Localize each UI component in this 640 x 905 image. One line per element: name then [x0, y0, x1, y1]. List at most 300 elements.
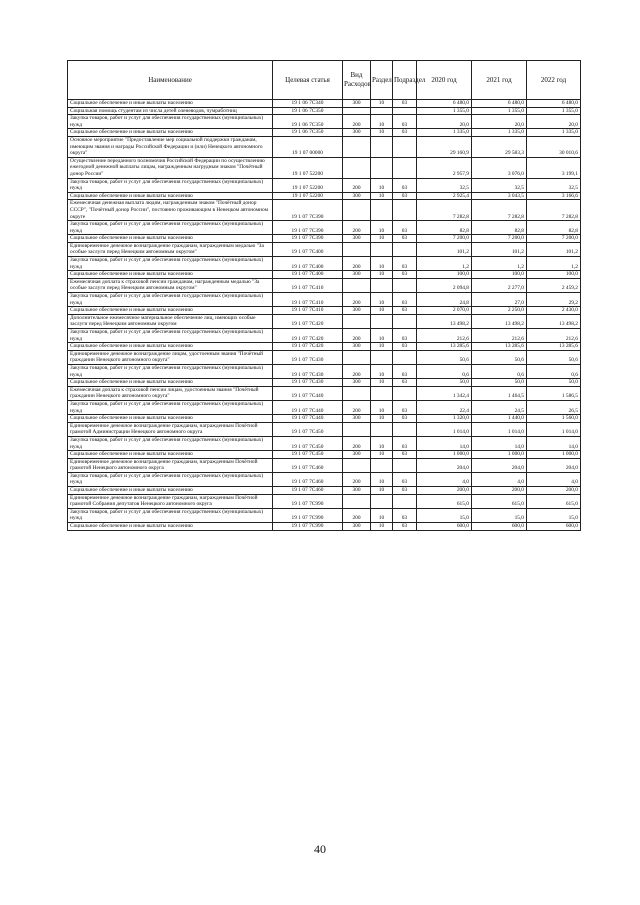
row-expense-type: 300	[343, 415, 371, 423]
table-row	[68, 523, 581, 531]
row-subsection: 03	[393, 192, 417, 200]
row-value-2022: 50,6	[527, 350, 581, 364]
row-section: 10	[371, 329, 393, 343]
row-target-article: 19 1 07 7С430	[273, 379, 343, 387]
row-subsection: 03	[393, 343, 417, 351]
row-subsection: 03	[393, 415, 417, 423]
row-expense-type: 300	[343, 271, 371, 279]
row-subsection	[393, 494, 417, 508]
row-name: Единовременное денежное вознаграждение гражданам, награжденным Почётной грамотой Собрания депутатов Ненецкого автономного округа	[68, 494, 273, 508]
row-target-article: 19 1 07 52200	[273, 178, 343, 192]
row-name: Закупка товаров, работ и услуг для обеспечения государственных (муниципальных) нужд	[68, 436, 273, 450]
row-section	[371, 494, 393, 508]
row-value-2020: 2 957,9	[417, 157, 472, 178]
row-expense-type: 200	[343, 508, 371, 522]
row-section	[371, 107, 393, 115]
row-subsection: 03	[393, 100, 417, 108]
table-row	[68, 379, 581, 387]
row-name: Закупка товаров, работ и услуг для обеспечения государственных (муниципальных) нужд	[68, 400, 273, 414]
row-value-2021: 7 282,8	[472, 200, 527, 221]
row-section: 10	[371, 271, 393, 279]
row-expense-type	[343, 386, 371, 400]
row-target-article: 19 1 07 7С390	[273, 221, 343, 235]
row-value-2021: 3 043,5	[472, 192, 527, 200]
row-target-article: 19 1 07 7С990	[273, 508, 343, 522]
table-row	[68, 422, 581, 436]
table-row	[68, 115, 581, 129]
row-subsection: 03	[393, 436, 417, 450]
row-expense-type: 200	[343, 400, 371, 414]
table-row	[68, 235, 581, 243]
row-value-2021: 4,0	[472, 472, 527, 486]
row-value-2022: 3 199,1	[527, 157, 581, 178]
row-value-2022: 82,8	[527, 221, 581, 235]
row-value-2020: 1 355,0	[417, 107, 472, 115]
row-value-2020: 2 925,4	[417, 192, 472, 200]
row-value-2021: 212,6	[472, 329, 527, 343]
row-name: Ежемесячная доплата к страховой пенсии лицам, удостоенным звания "Почётный гражданин Ненецкого автономного округа"	[68, 386, 273, 400]
row-value-2022: 615,0	[527, 494, 581, 508]
row-value-2022: 4,0	[527, 472, 581, 486]
row-subsection	[393, 458, 417, 472]
row-value-2020: 2 094,8	[417, 278, 472, 292]
row-value-2022: 13 285,6	[527, 343, 581, 351]
row-subsection: 03	[393, 115, 417, 129]
row-value-2020: 24,8	[417, 293, 472, 307]
row-value-2020: 200,0	[417, 487, 472, 495]
row-value-2022: 1,2	[527, 257, 581, 271]
table-row	[68, 307, 581, 315]
row-value-2022: 15,0	[527, 508, 581, 522]
table-row	[68, 400, 581, 414]
row-section: 10	[371, 364, 393, 378]
row-value-2021: 15,0	[472, 508, 527, 522]
row-value-2021: 1 000,0	[472, 451, 527, 459]
row-value-2022: 50,0	[527, 379, 581, 387]
header-target-article: Целевая статья	[273, 61, 343, 100]
row-value-2020: 1 335,0	[417, 129, 472, 137]
row-value-2022: 13 498,2	[527, 314, 581, 328]
row-target-article: 19 1 07 7С410	[273, 293, 343, 307]
row-subsection: 03	[393, 400, 417, 414]
table-row	[68, 508, 581, 522]
row-value-2022: 1 335,0	[527, 129, 581, 137]
row-value-2020: 615,0	[417, 494, 472, 508]
row-expense-type: 300	[343, 487, 371, 495]
row-name: Социальное обеспечение и иные выплаты населению	[68, 100, 273, 108]
row-name: Единовременное денежное вознаграждение лицам, удостоенным звания "Почётный гражданин Ненецкого автономного округа"	[68, 350, 273, 364]
row-subsection: 03	[393, 329, 417, 343]
row-value-2021: 13 285,6	[472, 343, 527, 351]
row-expense-type: 300	[343, 523, 371, 531]
row-expense-type	[343, 136, 371, 157]
row-expense-type: 200	[343, 329, 371, 343]
row-value-2020: 1 000,0	[417, 451, 472, 459]
table-row	[68, 157, 581, 178]
row-value-2020: 101,2	[417, 242, 472, 256]
row-name: Социальное обеспечение и иные выплаты населению	[68, 415, 273, 423]
row-value-2021: 29 583,3	[472, 136, 527, 157]
row-subsection: 03	[393, 307, 417, 315]
row-expense-type: 300	[343, 451, 371, 459]
row-name: Социальное обеспечение и иные выплаты населению	[68, 307, 273, 315]
table-row	[68, 178, 581, 192]
row-section	[371, 278, 393, 292]
row-value-2022: 29,2	[527, 293, 581, 307]
row-value-2022: 0,6	[527, 364, 581, 378]
row-subsection	[393, 107, 417, 115]
row-name: Социальное обеспечение и иные выплаты населению	[68, 487, 273, 495]
row-subsection	[393, 136, 417, 157]
row-target-article: 19 1 07 7С420	[273, 343, 343, 351]
table-row	[68, 271, 581, 279]
row-value-2020: 1 342,4	[417, 386, 472, 400]
row-value-2022: 30 010,6	[527, 136, 581, 157]
row-target-article: 19 1 06 7С350	[273, 107, 343, 115]
row-expense-type	[343, 242, 371, 256]
row-expense-type: 200	[343, 221, 371, 235]
row-value-2021: 3 076,0	[472, 157, 527, 178]
row-section: 10	[371, 307, 393, 315]
row-section: 10	[371, 487, 393, 495]
row-value-2021: 20,0	[472, 115, 527, 129]
row-expense-type: 200	[343, 293, 371, 307]
row-expense-type: 300	[343, 379, 371, 387]
row-section	[371, 422, 393, 436]
row-name: Закупка товаров, работ и услуг для обеспечения государственных (муниципальных) нужд	[68, 364, 273, 378]
row-target-article: 19 1 07 7С990	[273, 523, 343, 531]
row-value-2022: 20,0	[527, 115, 581, 129]
row-name: Социальное обеспечение и иные выплаты населению	[68, 192, 273, 200]
row-target-article: 19 1 06 7С340	[273, 100, 343, 108]
table-row	[68, 472, 581, 486]
table-row	[68, 494, 581, 508]
row-subsection: 03	[393, 451, 417, 459]
row-value-2020: 1 320,0	[417, 415, 472, 423]
row-name: Закупка товаров, работ и услуг для обеспечения государственных (муниципальных) нужд	[68, 115, 273, 129]
row-target-article: 19 1 07 7С450	[273, 436, 343, 450]
row-value-2020: 4,0	[417, 472, 472, 486]
row-value-2020: 0,6	[417, 364, 472, 378]
row-expense-type	[343, 157, 371, 178]
header-expense-type: Вид Расходов	[343, 61, 371, 100]
row-expense-type	[343, 458, 371, 472]
row-value-2020: 7 282,8	[417, 200, 472, 221]
row-target-article: 19 1 07 7С440	[273, 400, 343, 414]
table-row	[68, 221, 581, 235]
row-value-2022: 7 200,0	[527, 235, 581, 243]
row-section	[371, 136, 393, 157]
row-value-2020: 204,0	[417, 458, 472, 472]
row-target-article: 19 1 07 7С390	[273, 235, 343, 243]
row-value-2021: 27,0	[472, 293, 527, 307]
row-subsection: 03	[393, 129, 417, 137]
row-value-2021: 2 250,0	[472, 307, 527, 315]
row-target-article: 19 1 07 7С460	[273, 472, 343, 486]
row-name: Дополнительное ежемесячное материальное обеспечение лиц, имеющих особые заслуги перед Ненецким автономным округом	[68, 314, 273, 328]
row-expense-type: 300	[343, 192, 371, 200]
row-target-article: 19 1 07 7С410	[273, 307, 343, 315]
row-target-article: 19 1 07 7С990	[273, 494, 343, 508]
row-section: 10	[371, 523, 393, 531]
row-value-2022: 101,2	[527, 242, 581, 256]
row-subsection	[393, 350, 417, 364]
table-row	[68, 200, 581, 221]
row-value-2022: 600,0	[527, 523, 581, 531]
row-section	[371, 200, 393, 221]
row-value-2020: 1 014,0	[417, 422, 472, 436]
row-expense-type: 300	[343, 100, 371, 108]
header-section: Раздел	[371, 61, 393, 100]
row-value-2021: 1 440,0	[472, 415, 527, 423]
row-target-article: 19 1 07 7С440	[273, 415, 343, 423]
row-name: Социальное обеспечение и иные выплаты населению	[68, 129, 273, 137]
row-target-article: 19 1 07 7С420	[273, 314, 343, 328]
table-row	[68, 314, 581, 328]
row-target-article: 19 1 07 52200	[273, 157, 343, 178]
row-value-2021: 0,6	[472, 364, 527, 378]
row-target-article: 19 1 07 7С460	[273, 487, 343, 495]
row-section: 10	[371, 472, 393, 486]
row-target-article: 19 1 07 7С390	[273, 200, 343, 221]
row-value-2020: 15,0	[417, 508, 472, 522]
row-subsection: 03	[393, 221, 417, 235]
row-subsection	[393, 157, 417, 178]
row-subsection: 03	[393, 257, 417, 271]
row-expense-type	[343, 422, 371, 436]
row-name: Закупка товаров, работ и услуг для обеспечения государственных (муниципальных) нужд	[68, 221, 273, 235]
row-value-2021: 101,2	[472, 242, 527, 256]
row-value-2021: 7 200,0	[472, 235, 527, 243]
header-2020: 2020 год	[417, 61, 472, 100]
row-section	[371, 157, 393, 178]
row-expense-type	[343, 494, 371, 508]
row-expense-type	[343, 278, 371, 292]
budget-table	[67, 60, 581, 531]
row-value-2022: 2 459,2	[527, 278, 581, 292]
row-value-2021: 1,2	[472, 257, 527, 271]
row-name: Основное мероприятие "Предоставление мер социальной поддержки гражданам, имеющим звания и награды Российской Федерации и (или) Ненецкого автономного округа"	[68, 136, 273, 157]
row-section: 10	[371, 221, 393, 235]
row-value-2020: 2 070,0	[417, 307, 472, 315]
row-value-2021: 14,0	[472, 436, 527, 450]
row-subsection: 03	[393, 293, 417, 307]
row-target-article: 19 1 07 52200	[273, 192, 343, 200]
row-name: Социальное обеспечение и иные выплаты населению	[68, 271, 273, 279]
row-value-2021: 615,0	[472, 494, 527, 508]
row-name: Закупка товаров, работ и услуг для обеспечения государственных (муниципальных) нужд	[68, 472, 273, 486]
row-subsection: 03	[393, 508, 417, 522]
table-row	[68, 458, 581, 472]
row-value-2020: 13 285,6	[417, 343, 472, 351]
row-value-2022: 3 166,6	[527, 192, 581, 200]
table-row	[68, 451, 581, 459]
row-section: 10	[371, 451, 393, 459]
table-row	[68, 100, 581, 108]
row-subsection: 03	[393, 487, 417, 495]
row-subsection: 03	[393, 178, 417, 192]
header-2022: 2022 год	[527, 61, 581, 100]
row-value-2022: 204,0	[527, 458, 581, 472]
row-target-article: 19 1 07 7С400	[273, 257, 343, 271]
table-row	[68, 350, 581, 364]
row-value-2022: 26,5	[527, 400, 581, 414]
row-section: 10	[371, 436, 393, 450]
page-number: 40	[314, 842, 326, 856]
header-name: Наименование	[68, 61, 273, 100]
row-expense-type: 200	[343, 472, 371, 486]
row-value-2020: 29 160,9	[417, 136, 472, 157]
table-body	[68, 100, 581, 531]
row-value-2021: 1 014,0	[472, 422, 527, 436]
row-value-2021: 100,0	[472, 271, 527, 279]
row-value-2022: 6 480,0	[527, 100, 581, 108]
row-section: 10	[371, 100, 393, 108]
table-row	[68, 343, 581, 351]
row-value-2022: 100,0	[527, 271, 581, 279]
table-row	[68, 364, 581, 378]
row-section: 10	[371, 343, 393, 351]
table-row	[68, 415, 581, 423]
table-header-row	[68, 61, 581, 100]
row-section: 10	[371, 257, 393, 271]
row-value-2021: 50,6	[472, 350, 527, 364]
header-subsection: Подраздел	[393, 61, 417, 100]
row-name: Закупка товаров, работ и услуг для обеспечения государственных (муниципальных) нужд	[68, 508, 273, 522]
row-expense-type: 300	[343, 129, 371, 137]
row-value-2022: 1 355,0	[527, 107, 581, 115]
table-row	[68, 293, 581, 307]
row-expense-type	[343, 314, 371, 328]
row-value-2020: 13 498,2	[417, 314, 472, 328]
header-2021: 2021 год	[472, 61, 527, 100]
row-value-2020: 22,4	[417, 400, 472, 414]
row-expense-type: 200	[343, 364, 371, 378]
table-row	[68, 329, 581, 343]
row-value-2020: 50,0	[417, 379, 472, 387]
row-value-2022: 32,5	[527, 178, 581, 192]
row-value-2021: 82,8	[472, 221, 527, 235]
table-row	[68, 487, 581, 495]
table-row	[68, 192, 581, 200]
table-row	[68, 436, 581, 450]
row-name: Социальное обеспечение и иные выплаты населению	[68, 379, 273, 387]
row-value-2022: 212,6	[527, 329, 581, 343]
row-expense-type: 200	[343, 257, 371, 271]
row-name: Социальная помощь студентам из числа детей оленеводов, чумработниц	[68, 107, 273, 115]
row-section: 10	[371, 293, 393, 307]
row-value-2020: 20,0	[417, 115, 472, 129]
table-row	[68, 278, 581, 292]
row-subsection	[393, 386, 417, 400]
row-value-2021: 1 335,0	[472, 129, 527, 137]
row-value-2020: 212,6	[417, 329, 472, 343]
row-target-article: 19 1 07 7С460	[273, 458, 343, 472]
row-name: Социальное обеспечение и иные выплаты населению	[68, 343, 273, 351]
row-name: Социальное обеспечение и иные выплаты населению	[68, 451, 273, 459]
row-subsection: 03	[393, 364, 417, 378]
row-section	[371, 242, 393, 256]
row-section	[371, 350, 393, 364]
row-expense-type: 300	[343, 343, 371, 351]
row-value-2021: 1 355,0	[472, 107, 527, 115]
row-value-2020: 100,0	[417, 271, 472, 279]
row-section: 10	[371, 192, 393, 200]
row-section: 10	[371, 235, 393, 243]
row-target-article: 19 1 07 7С450	[273, 451, 343, 459]
row-name: Единовременное денежное вознаграждение гражданам, награжденным медалью "За особые заслуги перед Ненецким автономным округом"	[68, 242, 273, 256]
row-name: Единовременное денежное вознаграждение гражданам, награжденным Почётной грамотой Ненецкого автономного округа	[68, 458, 273, 472]
row-subsection	[393, 242, 417, 256]
row-value-2021: 2 277,0	[472, 278, 527, 292]
row-value-2021: 200,0	[472, 487, 527, 495]
row-subsection	[393, 422, 417, 436]
row-target-article: 19 1 07 7С420	[273, 329, 343, 343]
row-subsection: 03	[393, 523, 417, 531]
row-target-article: 19 1 07 7С400	[273, 242, 343, 256]
row-expense-type	[343, 200, 371, 221]
row-name: Осуществление переданного полномочия Российской Федерации по осуществлению ежегодной денежной выплаты лицам, награжденным нагрудным знаком "Почётный донор России"	[68, 157, 273, 178]
row-name: Единовременное денежное вознаграждение гражданам, награжденным Почётной грамотой Администрации Ненецкого автономного округа	[68, 422, 273, 436]
row-expense-type: 200	[343, 115, 371, 129]
row-value-2020: 32,5	[417, 178, 472, 192]
row-subsection	[393, 314, 417, 328]
row-name: Ежемесячная денежная выплата людям, награжденным знаком "Почётный донор СССР", "Почётный донор России", постоянно проживающим в Ненецком автономном округе	[68, 200, 273, 221]
row-value-2022: 200,0	[527, 487, 581, 495]
row-value-2020: 1,2	[417, 257, 472, 271]
row-section: 10	[371, 400, 393, 414]
row-name: Закупка товаров, работ и услуг для обеспечения государственных (муниципальных) нужд	[68, 178, 273, 192]
row-name: Закупка товаров, работ и услуг для обеспечения государственных (муниципальных) нужд	[68, 257, 273, 271]
row-value-2021: 1 464,5	[472, 386, 527, 400]
row-target-article: 19 1 07 7С430	[273, 350, 343, 364]
row-section: 10	[371, 129, 393, 137]
row-value-2022: 2 430,0	[527, 307, 581, 315]
row-value-2021: 32,5	[472, 178, 527, 192]
row-value-2022: 1 000,0	[527, 451, 581, 459]
row-name: Закупка товаров, работ и услуг для обеспечения государственных (муниципальных) нужд	[68, 329, 273, 343]
row-subsection: 03	[393, 472, 417, 486]
table-row	[68, 107, 581, 115]
row-value-2022: 1 586,5	[527, 386, 581, 400]
row-value-2022: 14,0	[527, 436, 581, 450]
row-value-2021: 600,0	[472, 523, 527, 531]
row-value-2021: 24,5	[472, 400, 527, 414]
row-value-2021: 204,0	[472, 458, 527, 472]
row-value-2020: 82,8	[417, 221, 472, 235]
row-section: 10	[371, 379, 393, 387]
row-value-2020: 600,0	[417, 523, 472, 531]
row-expense-type: 200	[343, 178, 371, 192]
row-target-article: 19 1 07 7С450	[273, 422, 343, 436]
table-row	[68, 386, 581, 400]
row-expense-type: 300	[343, 307, 371, 315]
table-row	[68, 129, 581, 137]
row-value-2021: 50,0	[472, 379, 527, 387]
row-subsection: 03	[393, 379, 417, 387]
row-expense-type	[343, 350, 371, 364]
row-section: 10	[371, 415, 393, 423]
row-subsection	[393, 278, 417, 292]
row-section	[371, 314, 393, 328]
row-name: Социальное обеспечение и иные выплаты населению	[68, 235, 273, 243]
table-row	[68, 257, 581, 271]
row-target-article: 19 1 07 7С440	[273, 386, 343, 400]
row-target-article: 19 1 07 7С400	[273, 271, 343, 279]
row-subsection: 03	[393, 271, 417, 279]
row-value-2020: 50,6	[417, 350, 472, 364]
table-row	[68, 242, 581, 256]
